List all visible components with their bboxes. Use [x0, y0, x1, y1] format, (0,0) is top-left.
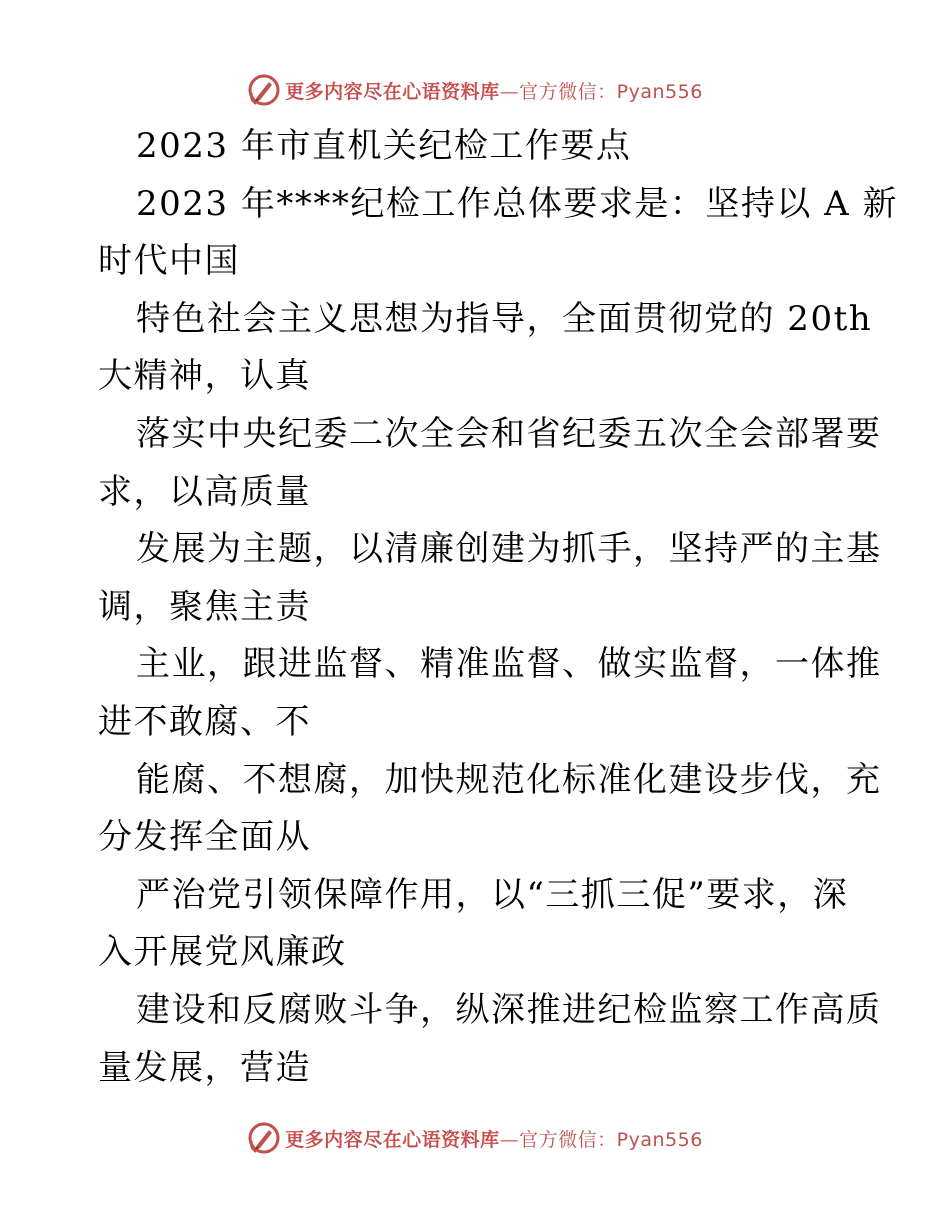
paragraph-line: 入开展党风廉政 [98, 932, 347, 973]
watermark-lead: 更多内容尽在心语资料库 [285, 1128, 500, 1151]
paragraph-line: 进不敢腐、不 [98, 701, 311, 742]
watermark-wechat: 官方微信：Pyan556 [519, 1128, 703, 1151]
document-body [98, 118, 899, 1097]
paragraph-line: 建设和反腐败斗争，纵深推进纪检监察工作高质 [136, 989, 882, 1030]
watermark-text [285, 77, 703, 104]
paragraph-line: 落实中央纪委二次全会和省纪委五次全会部署要 [136, 413, 882, 454]
paragraph-line: 量发展，营造 [98, 1047, 311, 1088]
watermark-separator: — [499, 1128, 520, 1151]
paragraph-line: 发展为主题，以清廉创建为抓手，坚持严的主基 [136, 529, 882, 570]
header-watermark [0, 70, 950, 110]
paragraph-line: 时代中国 [98, 241, 240, 282]
paragraph-line: 求，以高质量 [98, 471, 311, 512]
paragraph-line: 严治党引领保障作用，以“三抓三促”要求，深 [136, 874, 849, 915]
document-title: 2023 年市直机关纪检工作要点 [136, 126, 632, 166]
paragraph-line: 调，聚焦主责 [98, 586, 311, 627]
paragraph-line: 大精神，认真 [98, 356, 311, 397]
paragraph-line: 主业，跟进监督、精准监督、做实监督，一体推 [136, 644, 882, 685]
watermark-wechat: 官方微信：Pyan556 [519, 80, 703, 103]
paragraph-line: 特色社会主义思想为指导，全面贯彻党的 20th [136, 298, 873, 339]
watermark-separator: — [499, 80, 520, 103]
pen-logo-icon [247, 1121, 281, 1155]
footer-watermark [0, 1118, 950, 1158]
watermark-text [285, 1125, 703, 1152]
paragraph-line: 分发挥全面从 [98, 817, 311, 858]
pen-logo-icon [247, 73, 281, 107]
watermark-lead: 更多内容尽在心语资料库 [285, 80, 500, 103]
paragraph-line: 2023 年****纪检工作总体要求是：坚持以 A 新 [136, 183, 899, 224]
paragraph-line: 能腐、不想腐，加快规范化标准化建设步伐，充 [136, 759, 882, 800]
